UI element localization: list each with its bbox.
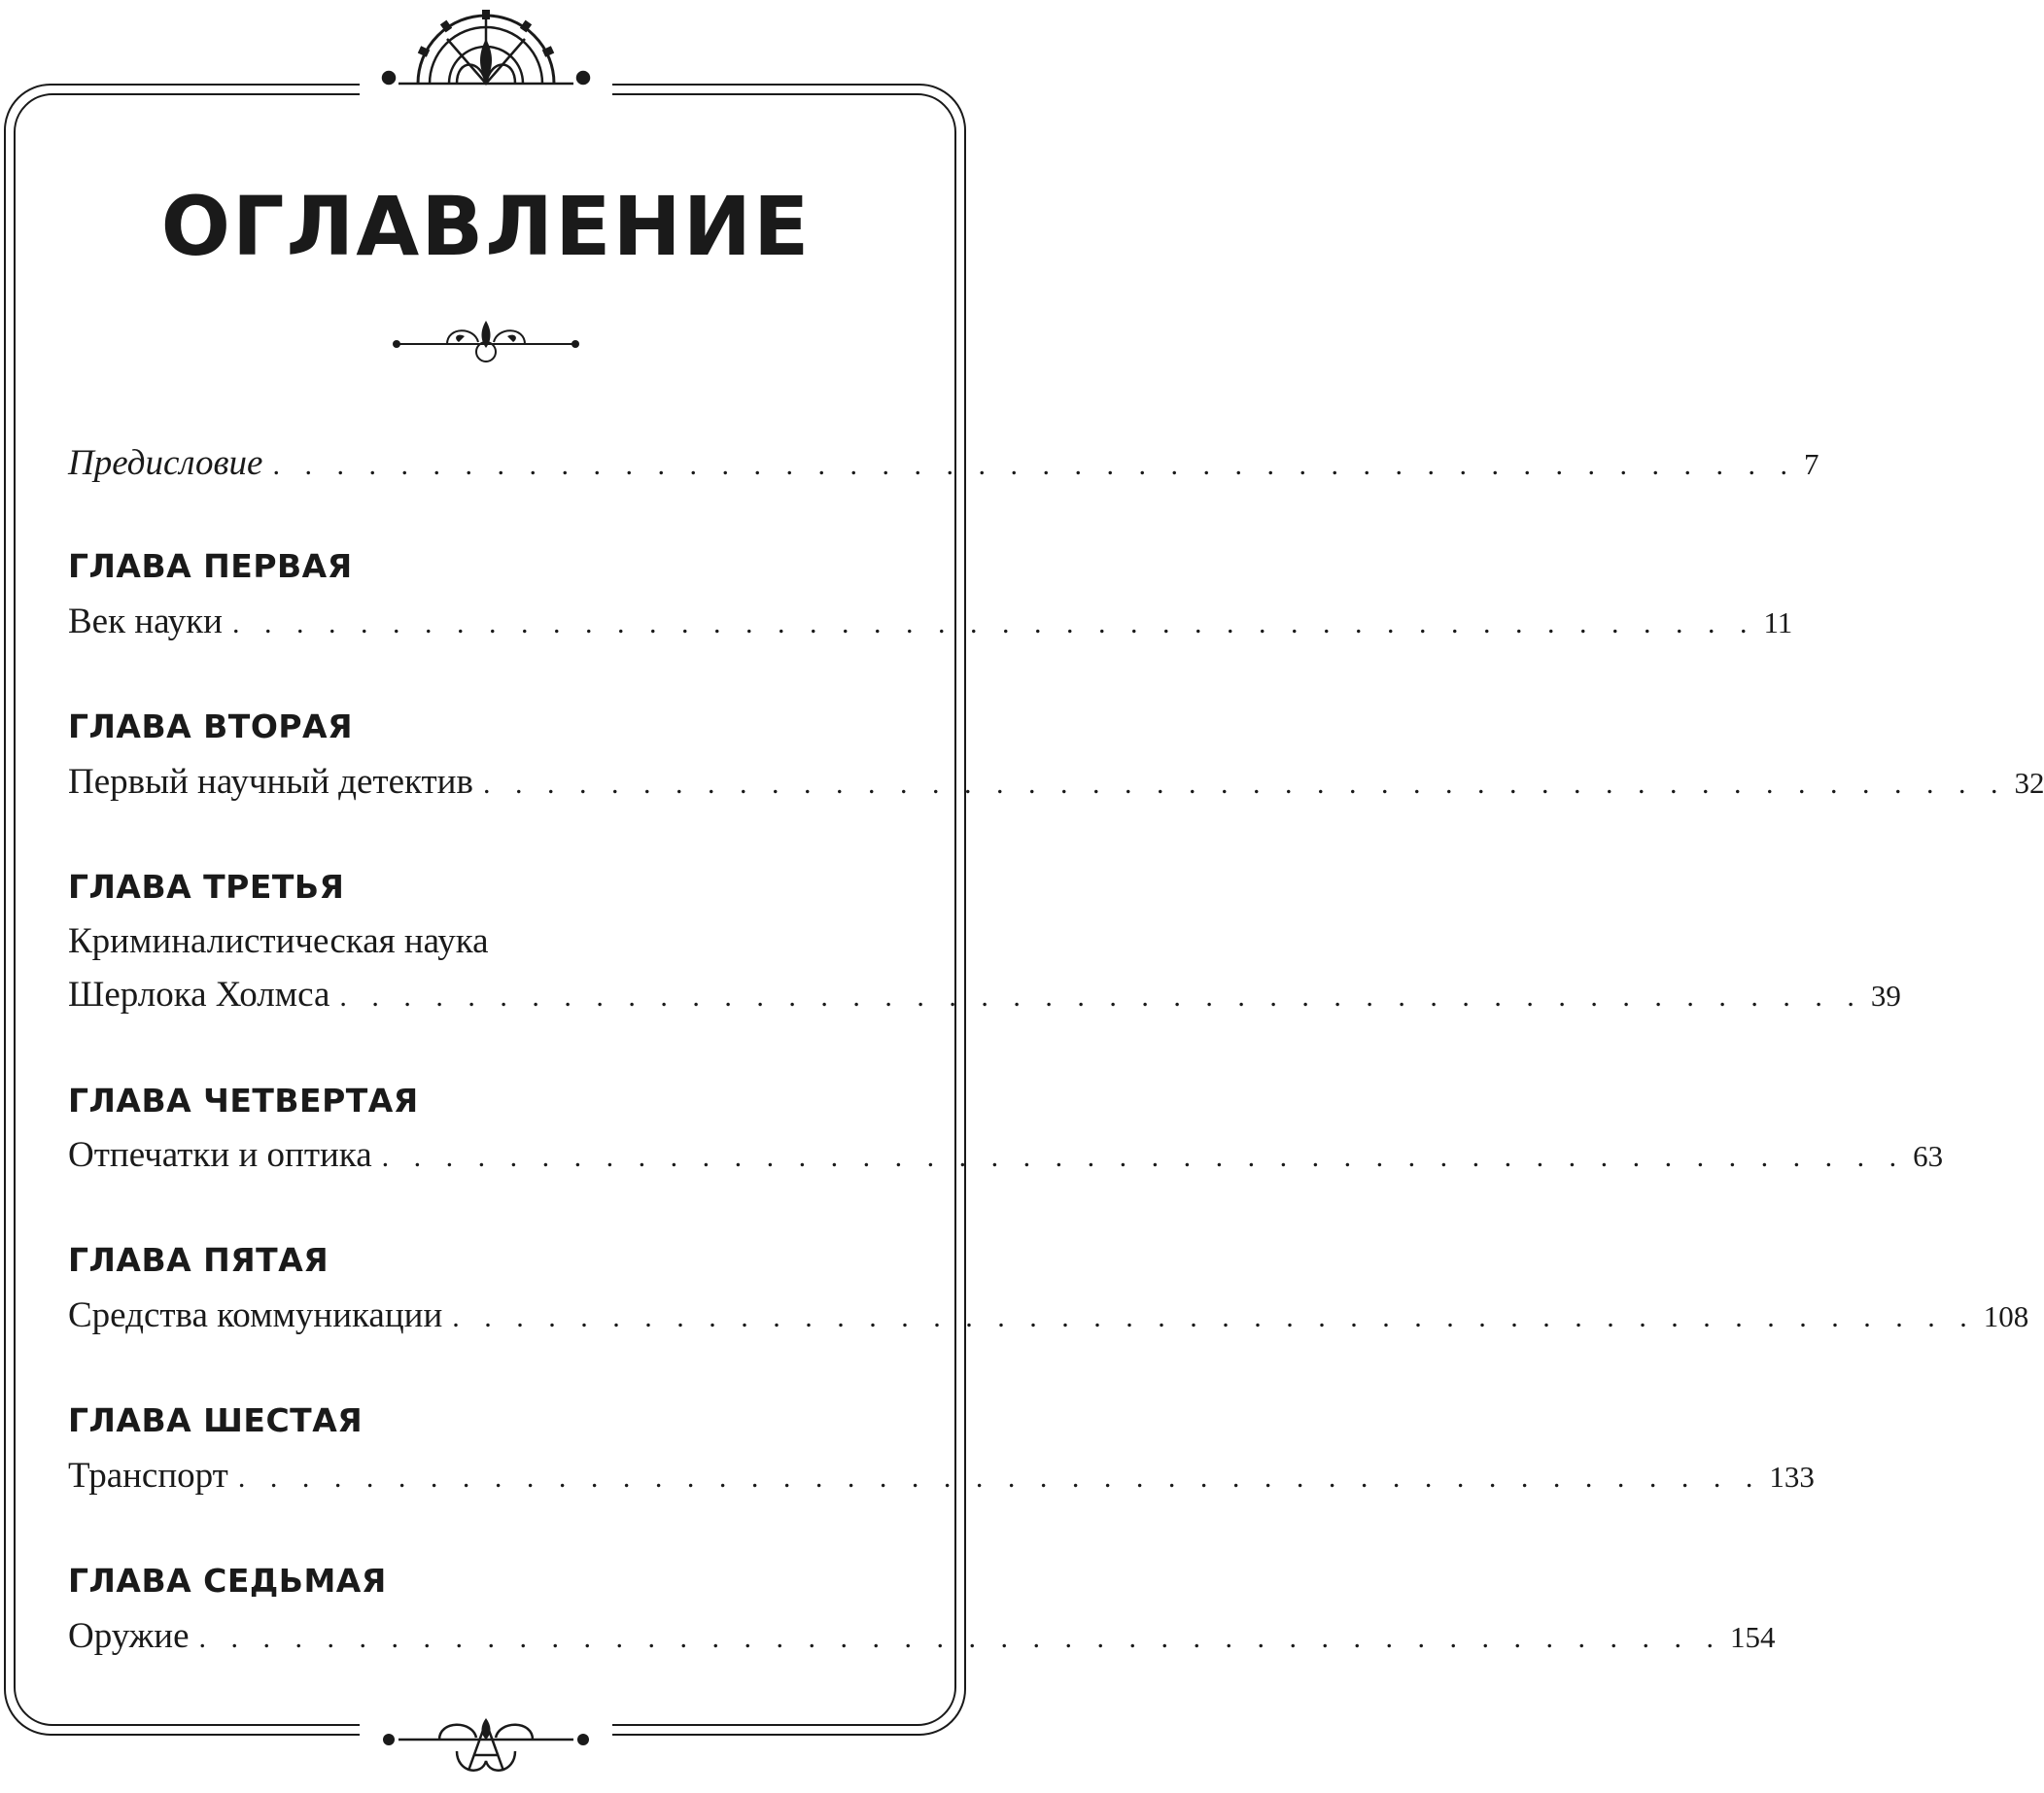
gear-ornament-top xyxy=(360,0,612,97)
toc-entry-chapter-4[interactable] xyxy=(68,1133,1944,1180)
divider-ornament xyxy=(389,309,583,367)
dot-leader: . . . . . . . . . . . . . . . . . . . . . . . . . . . . . . . . . . . . . . . . . . . . . . . . xyxy=(381,1141,1906,1173)
toc-entry-title: Средства коммуникации xyxy=(68,1295,443,1335)
toc-entry-chapter-5[interactable] xyxy=(68,1293,2029,1340)
toc-entry-preface[interactable] xyxy=(68,441,1819,488)
page-number: 63 xyxy=(1913,1139,1944,1173)
page-number: 133 xyxy=(1769,1460,1815,1494)
dot-leader: . . . . . . . . . . . . . . . . . . . . . . . . . . . . . . . . . . . . . . . . . . . . . . . . xyxy=(237,1462,1762,1494)
toc-entry-chapter-1[interactable] xyxy=(68,600,1793,646)
toc-entry-title: Предисловие xyxy=(68,443,263,483)
page-number: 108 xyxy=(1983,1299,2029,1333)
toc-entry-title: Шерлока Холмса xyxy=(68,975,330,1015)
dot-leader: . . . . . . . . . . . . . . . . . . . . . . . . . . . . . . . . . . . . . . . . . . . . . . . . xyxy=(482,768,2007,800)
dot-leader: . . . . . . . . . . . . . . . . . . . . . . . . . . . . . . . . . . . . . . . . . . . . . . . . xyxy=(198,1622,1723,1654)
toc-entry-title: Первый научный детектив xyxy=(68,762,473,802)
chapter-heading: ГЛАВА ШЕСТАЯ xyxy=(68,1401,364,1439)
page-number: 32 xyxy=(2014,766,2044,800)
chapter-heading: ГЛАВА ВТОРАЯ xyxy=(68,707,354,745)
toc-entry-chapter-3[interactable] xyxy=(68,973,1901,1019)
chapter-heading: ГЛАВА ТРЕТЬЯ xyxy=(68,868,345,906)
chapter-heading: ГЛАВА ПЯТАЯ xyxy=(68,1241,329,1279)
ornament-bottom xyxy=(360,1712,612,1788)
toc-entry-chapter-7[interactable] xyxy=(68,1614,1776,1661)
dot-leader: . . . . . . . . . . . . . . . . . . . . . . . . . . . . . . . . . . . . . . . . . . . . . . . . xyxy=(272,449,1796,481)
dot-leader: . . . . . . . . . . . . . . . . . . . . . . . . . . . . . . . . . . . . . . . . . . . . . . . . xyxy=(452,1301,1976,1333)
chapter-heading: ГЛАВА ПЕРВАЯ xyxy=(68,547,353,585)
toc-entry-chapter-6[interactable] xyxy=(68,1454,1815,1500)
page-number: 7 xyxy=(1803,447,1819,481)
toc-entry-chapter-2[interactable] xyxy=(68,760,2044,807)
page-number: 154 xyxy=(1730,1620,1776,1654)
page-number: 11 xyxy=(1763,605,1793,639)
toc-entry-title-line-1: Криминалистическая наука xyxy=(68,921,489,961)
dot-leader: . . . . . . . . . . . . . . . . . . . . . . . . . . . . . . . . . . . . . . . . . . . . . . . . xyxy=(231,607,1756,639)
toc-entry-title: Век науки xyxy=(68,602,223,641)
page-number: 39 xyxy=(1870,979,1901,1013)
chapter-heading: ГЛАВА СЕДЬМАЯ xyxy=(68,1562,387,1600)
toc-entry-title: Отпечатки и оптика xyxy=(68,1135,372,1175)
toc-entry-title: Транспорт xyxy=(68,1456,228,1496)
page-title: ОГЛАВЛЕНИЕ xyxy=(160,179,812,274)
dot-leader: . . . . . . . . . . . . . . . . . . . . . . . . . . . . . . . . . . . . . . . . . . . . . . . . xyxy=(339,981,1863,1013)
toc-entry-title: Оружие xyxy=(68,1616,190,1656)
chapter-heading: ГЛАВА ЧЕТВЕРТАЯ xyxy=(68,1082,419,1120)
